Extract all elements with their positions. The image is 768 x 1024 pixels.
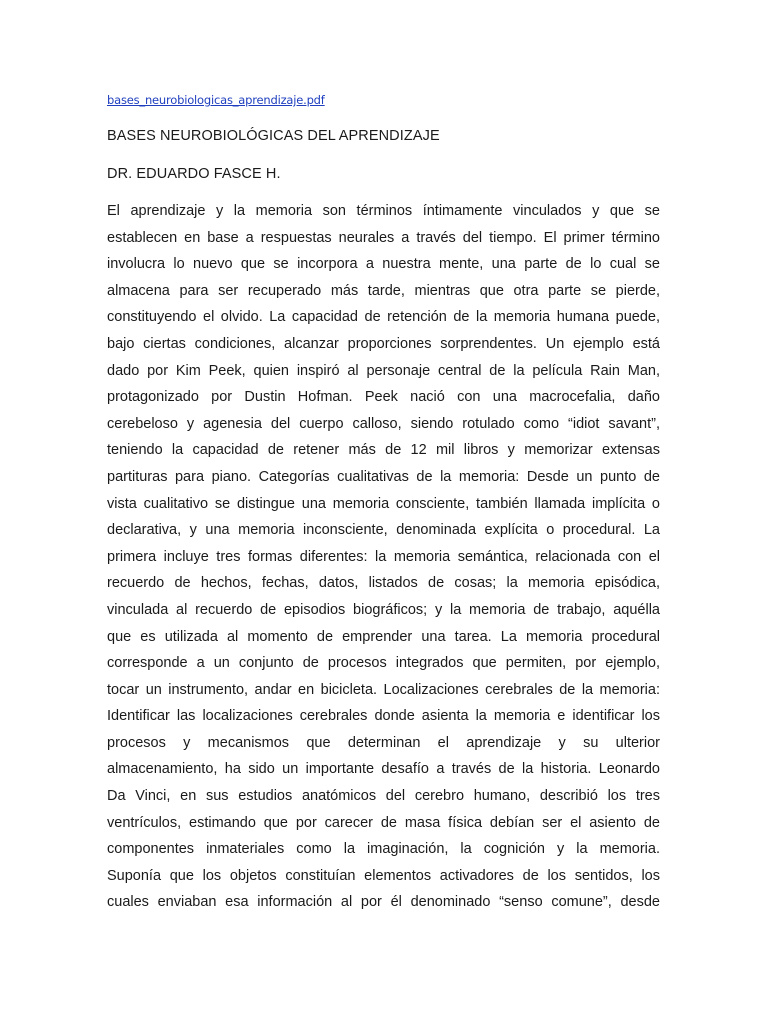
body-line: tocar un instrumento, andar en bicicleta. Localizaciones cerebrales de la memoria:	[107, 681, 660, 698]
body-line: El aprendizaje y la memoria son términos íntimamente vinculados y que se	[107, 203, 660, 219]
body-line: Da Vinci, en sus estudios anatómicos del cerebro humano, describió los tres	[107, 788, 660, 805]
document-author: DR. EDUARDO FASCE H.	[107, 166, 281, 182]
body-line: bajo ciertas condiciones, alcanzar proporciones sorprendentes. Un ejemplo está	[107, 335, 660, 352]
body-line: Suponía que los objetos constituían elementos activadores de los sentidos, los	[107, 867, 660, 884]
body-line: teniendo la capacidad de retener más de 12 mil libros y memorizar extensas	[107, 442, 660, 459]
body-line: cuales enviaban esa información al por él denominado “senso comune”, desde	[107, 894, 660, 911]
body-paragraph	[107, 198, 660, 916]
body-line: almacena para ser recuperado más tarde, mientras que otra parte se pierde,	[107, 282, 660, 299]
body-line: componentes inmateriales como la imaginación, la cognición y la memoria.	[107, 841, 660, 858]
body-line: recuerdo de hechos, fechas, datos, listados de cosas; la memoria episódica,	[107, 575, 660, 592]
body-line: procesos y mecanismos que determinan el aprendizaje y su ulterior	[107, 734, 660, 751]
body-line: vinculada al recuerdo de episodios biográficos; y la memoria de trabajo, aquélla	[107, 601, 660, 618]
body-line: partituras para piano. Categorías cualitativas de la memoria: Desde un punto de	[107, 468, 660, 485]
body-line: almacenamiento, ha sido un importante desafío a través de la historia. Leonardo	[107, 761, 660, 778]
body-line: cerebeloso y agenesia del cuerpo calloso, siendo rotulado como “idiot savant”,	[107, 415, 660, 432]
body-line: ventrículos, estimando que por carecer de masa física debían ser el asiento de	[107, 814, 660, 831]
body-line: dado por Kim Peek, quien inspiró al personaje central de la película Rain Man,	[107, 362, 660, 379]
pdf-file-link[interactable]: bases_neurobiologicas_aprendizaje.pdf	[107, 93, 325, 107]
body-line: que es utilizada al momento de emprender una tarea. La memoria procedural	[107, 628, 660, 645]
body-line: vista cualitativo se distingue una memoria consciente, también llamada implícita o	[107, 495, 660, 512]
body-line: Identificar las localizaciones cerebrales donde asienta la memoria e identificar los	[107, 708, 660, 725]
body-line: involucra lo nuevo que se incorpora a nuestra mente, una parte de lo cual se	[107, 256, 660, 273]
body-line: constituyendo el olvido. La capacidad de retención de la memoria humana puede,	[107, 309, 660, 326]
body-line: corresponde a un conjunto de procesos integrados que permiten, por ejemplo,	[107, 655, 660, 672]
document-title: BASES NEUROBIOLÓGICAS DEL APRENDIZAJE	[107, 128, 440, 144]
body-line: primera incluye tres formas diferentes: la memoria semántica, relacionada con el	[107, 548, 660, 565]
body-line: establecen en base a respuestas neurales a través del tiempo. El primer término	[107, 229, 660, 246]
body-line: protagonizado por Dustin Hofman. Peek nació con una macrocefalia, daño	[107, 389, 660, 406]
body-line: declarativa, y una memoria inconsciente, denominada explícita o procedural. La	[107, 522, 660, 539]
